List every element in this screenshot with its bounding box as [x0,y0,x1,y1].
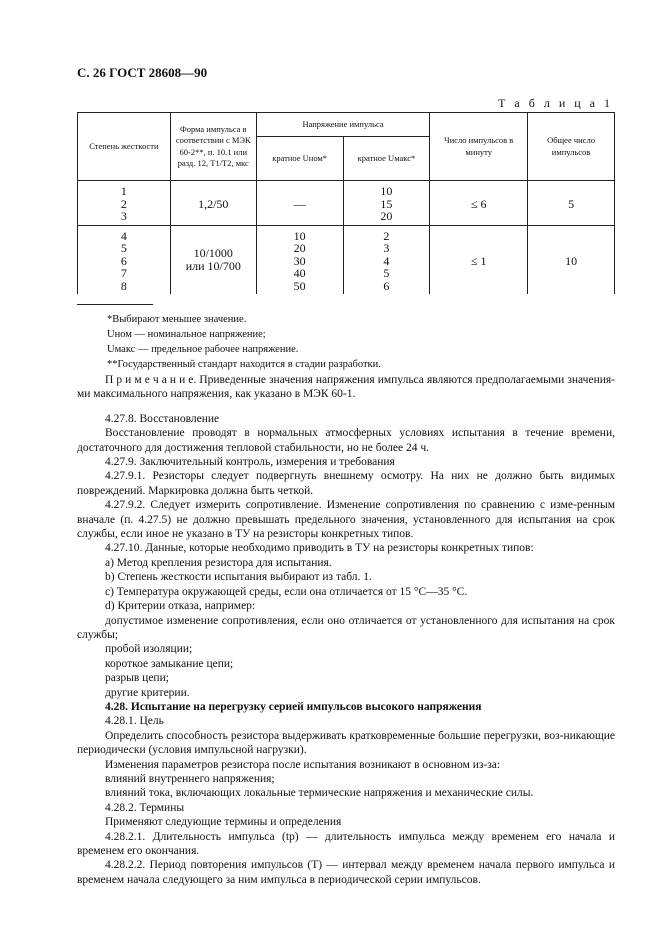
cell-levels: 4 5 6 7 8 [78,225,171,294]
list-item: разрыв цепи; [105,672,169,685]
section-title: 4.28. Испытание на перегрузку серией импульсов высокого напряжения [105,700,482,713]
list-item: допустимое изменение сопротивления, если оно отличается от установленного для испытания на срок службы; [77,614,615,641]
footnote: **Государственный стандарт находится в стадии разработки. [107,359,381,370]
section-heading: 4.28.2. Термины [105,801,185,814]
footnote: Uном — номинальное напряжение; [107,329,266,340]
cell-levels: 1 2 3 [78,181,171,226]
section-heading: 4.28.1. Цель [105,715,164,728]
col-header-umax: кратное Uмакс* [343,137,430,181]
list-item: короткое замыкание цепи; [105,657,234,670]
table-caption: Т а б л и ц а 1 [498,96,613,110]
list-item: a) Метод крепления резистора для испытания. [105,556,332,569]
col-header-unom: кратное Uном* [256,137,343,181]
list-item: c) Температура окружающей среды, если она отличается от 15 °С—35 °С. [105,585,468,598]
body-text [77,373,615,887]
cell-form: 10/1000 или 10/700 [170,225,256,294]
section-heading: 4.27.8. Восстановление [105,412,220,425]
paragraph: 4.28.2.1. Длительность импульса (tp) — длительность импульса между временем его начала и временем его окончания. [77,830,615,857]
footnotes [107,312,381,372]
note-label: П р и м е ч а н и е. [105,374,197,386]
cell-per-minute: ≤ 1 [430,225,528,294]
paragraph: Применяют следующие термины и определения [105,816,342,829]
paragraph: 4.27.10. Данные, которые необходимо приводить в ТУ на резисторы конкретных типов: [105,542,534,555]
cell-form: 1,2/50 [170,181,256,226]
cell-umax: 10 15 20 [343,181,430,226]
col-header-pulse-shape: Форма импульса в соответствии с МЭК 60-2**, п. 10.1 или разд. 12, T1/T2, мкс [170,113,256,181]
footnote: Uмакс — предельное рабочее напряжение. [107,344,299,355]
list-item: влияний внутреннего напряжения; [105,772,275,785]
note [77,373,615,402]
list-item: пробой изоляции; [105,643,193,656]
cell-per-minute: ≤ 6 [430,181,528,226]
list-item: d) Критерии отказа, например: [105,600,256,613]
cell-umax: 2 3 4 5 6 [343,225,430,294]
list-item: другие критерии. [105,686,190,699]
list-item: влияний тока, включающих локальные термические напряжения и механические силы. [105,787,534,800]
paragraph: 4.28.2.2. Период повторения импульсов (T) — интервал между временем начала первого импульса и временем начала следующего за ним импульса в периодической серии импульсов. [77,859,615,886]
impulse-table [77,112,615,294]
paragraph: Восстановление проводят в нормальных атмосферных условиях испытания в течение времени, достаточного для достижения тепловой стабильности, но не более 24 ч. [77,427,615,454]
cell-total: 5 [528,181,615,226]
col-header-total-pulses: Общее число импульсов [528,113,615,181]
col-header-impulse-voltage: Напряжение импульса [256,113,430,137]
paragraph: 4.27.9.2. Следует измерить сопротивление. Изменение сопротивления по сравнению с изме-ренным вначале (п. 4.27.5) не должно превышать предельного значения, установленного для испытания на срок службы, если иное не указано в ТУ на резисторы конкретных типов. [77,499,615,541]
section-heading: 4.27.9. Заключительный контроль, измерения и требования [105,456,395,469]
paragraph: Изменения параметров резистора после испытания возникают в основном из-за: [105,758,501,771]
paragraph: Определить способность резистора выдерживать кратковременные большие перегрузки, воз-никающие периодически (условия импульсной нагрузки). [77,729,615,757]
col-header-pulses-per-minute: Число импульсов в минуту [430,113,528,181]
page-header: С. 26 ГОСТ 28608—90 [77,65,208,80]
col-header-severity: Степень жесткости [78,113,171,181]
table-row [78,225,615,294]
footnote: *Выбирают меньшее значение. [107,314,247,325]
cell-total: 10 [528,225,615,294]
table-row [78,181,615,226]
note-text: Приведенные значения напряжения импульса являются предполагаемыми значения-ми максимального напряжения, как указано в МЭК 60-1. [77,374,615,401]
paragraph: 4.27.9.1. Резисторы следует подвергнуть внешнему осмотру. На них не должно быть видимых повреждений. Маркировка должна быть четкой. [77,470,615,497]
footnote-divider [77,304,153,305]
cell-unom: 10 20 30 40 50 [256,225,343,294]
list-item: b) Степень жесткости испытания выбирают из табл. 1. [105,571,372,584]
cell-unom: — [256,181,343,226]
